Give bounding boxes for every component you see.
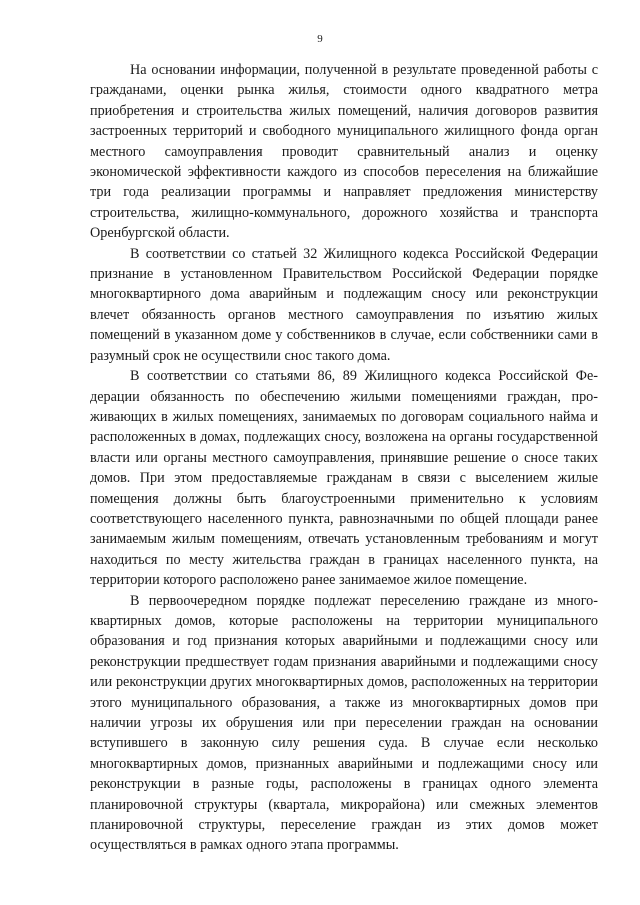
- paragraph-articles-86-89: В соответствии со статьями 86, 89 Жилищного кодекса Российской Федерации обязанность по обеспечению жилыми помещениями граждан, проживающих в жилых помещениях, занимаемых по договорам социального найма и расположенных в домах, подлежащих сносу, возложена на органы государственной власти или органы местного самоуправления, принявшие решение о сносе таких домов. При этом предоставляемые гражданам в связи с выселением жилые помещения должны быть благоустроенными применительно к условиям соответствующего населенного пункта, равнозначными по общей площади ранее занимаемым жилым помещениям, отвечать установленным требованиям и могут находиться по месту жительства граждан в границах населенного пункта, на территории которого расположено ранее занимаемое жилое помещение.: [90, 368, 598, 589]
- paragraph-priority-resettlement: В первоочередном порядке подлежат переселению граждане из многоквартирных домов, которые расположены на территории муниципального образования и год признания которых аварийными и подлежащими сносу или реконструкции предшествует годам признания аварийными и подлежащими сносу или реконструкции других многоквартирных домов, расположенных на территории этого муниципального образования, а также из многоквартирных домов при наличии угрозы их обрушения или при переселении граждан на основании вступившего в законную силу решения суда. В случае если несколько многоквартирных домов, признанных аварийными и подлежащими сносу или реконструкции в разные годы, расположены в границах одного элемента планировочной структуры (квартала, микрорайона) или смежных элементов планировочной структуры, переселение граждан из этих домов может осуществляться в рамках одного этапа программы.: [90, 592, 598, 854]
- paragraph-article-32: В соответствии со статьей 32 Жилищного кодекса Российской Федерации признание в установленном Правительством Российской Федерации порядке многоквартирного дома аварийным и подлежащим сносу или реконструкции влечет обязанность органов местного самоуправления по изъятию жилых помещений в указанном доме у собственников в случае, если собственники сами в разумный срок не осуществили снос такого дома.: [90, 245, 598, 364]
- paragraph-resettlement-analysis: На основании информации, полученной в результате проведенной работы с гражданами, оценки рынка жилья, стоимости одного квадратного метра приобретения и строительства жилых помещений, наличия договоров развития застроенных территорий и свободного муниципального жилищного фонда орган местного самоуправления проводит сравнительный анализ и оценку экономической эффективности каждого из способов переселения на ближайшие три года реализации программы и направляет предложения министерству строительства, жилищно-коммунального, дорожного хозяйства и транспорта Оренбургской области.: [90, 62, 598, 242]
- document-body: [90, 60, 598, 856]
- page-number: 9: [317, 33, 323, 45]
